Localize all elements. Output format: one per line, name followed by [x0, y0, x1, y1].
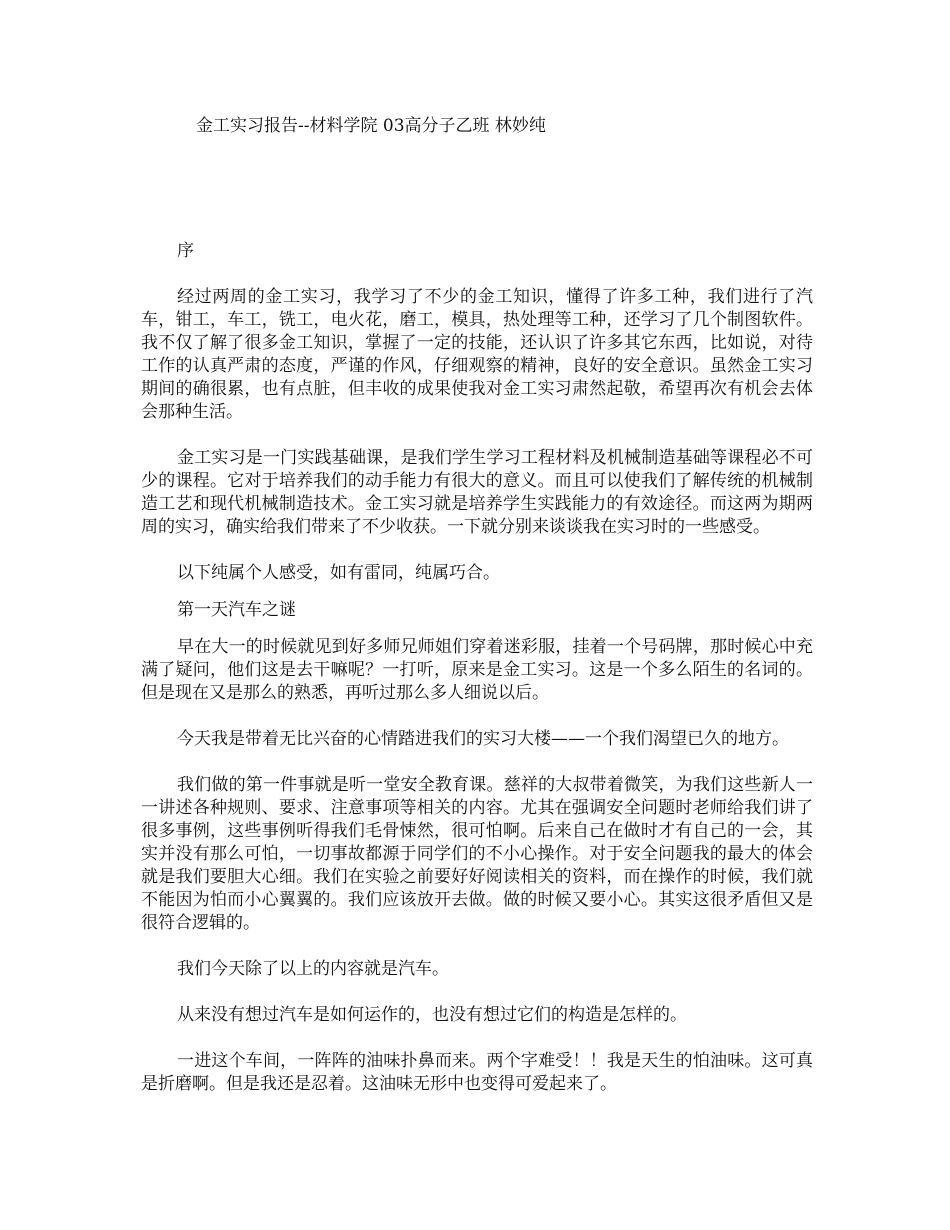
paragraph: 我们做的第一件事就是听一堂安全教育课。慈祥的大叔带着微笑，为我们这些新人一一讲述各种规则、要求、注意事项等相关的内容。尤其在强调安全问题时老师给我们讲了很多事例，这些事例听得我们毛骨悚然，很可怕啊。后来自己在做时才有自己的一会，其实并没有那么可怕，一切事故都源于同学们的不小心操作。对于安全问题我的最大的体会就是我们要胆大心细。我们在实验之前要好好阅读相关的资料，而在操作的时候，我们就不能因为怕而小心翼翼的。我们应该放开去做。做的时候又要小心。其实这很矛盾但又是很符合逻辑的。	[141, 775, 813, 933]
paragraph: 以下纯属个人感受，如有雷同，纯属巧合。	[177, 563, 500, 583]
document-body	[141, 240, 813, 1119]
paragraph: 金工实习是一门实践基础课，是我们学生学习工程材料及机械制造基础等课程必不可少的课程。它对于培养我们的动手能力有很大的意义。而且可以使我们了解传统的机械制造工艺和现代机械制造技术。金工实习就是培养学生实践能力的有效途径。而这两为期两周的实习，确实给我们带来了不少收获。一下就分别来谈谈我在实习时的一些感受。	[141, 448, 813, 537]
preface-heading: 序	[177, 241, 194, 261]
paragraph: 一进这个车间，一阵阵的油味扑鼻而来。两个字难受！！我是天生的怕油味。这可真是折磨啊。但是我还是忍着。这油味无形中也变得可爱起来了。	[141, 1051, 813, 1094]
document-title: 金工实习报告--材料学院 03高分子乙班 林妙纯	[196, 116, 546, 136]
paragraph: 早在大一的时候就见到好多师兄师姐们穿着迷彩服，挂着一个号码牌，那时候心中充满了疑问，他们这是去干嘛呢？一打听，原来是金工实习。这是一个多么陌生的名词的。但是现在又是那么的熟悉，再听过那么多人细说以后。	[141, 637, 813, 703]
paragraph: 今天我是带着无比兴奋的心情踏进我们的实习大楼——一个我们渴望已久的地方。	[177, 729, 789, 749]
section-heading: 第一天汽车之谜	[177, 600, 296, 620]
paragraph: 从来没有想过汽车是如何运作的，也没有想过它们的构造是怎样的。	[177, 1005, 687, 1025]
paragraph: 我们今天除了以上的内容就是汽车。	[177, 959, 449, 979]
paragraph: 经过两周的金工实习，我学习了不少的金工知识，懂得了许多工种，我们进行了汽车，钳工，车工，铣工，电火花，磨工，模具，热处理等工种，还学习了几个制图软件。我不仅了解了很多金工知识，掌握了一定的技能，还认识了许多其它东西，比如说，对待工作的认真严肃的态度，严谨的作风，仔细观察的精神，良好的安全意识。虽然金工实习期间的确很累，也有点脏，但丰收的成果使我对金工实习肃然起敬，希望再次有机会去体会那种生活。	[141, 287, 813, 422]
